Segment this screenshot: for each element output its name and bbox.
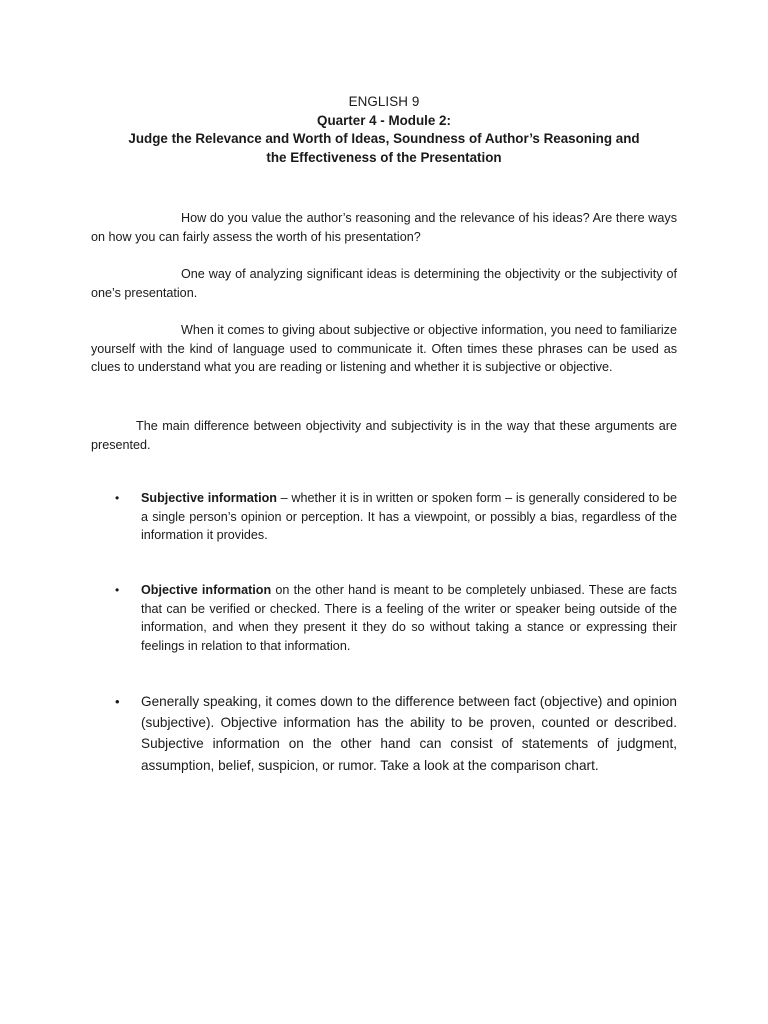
module-title: Quarter 4 - Module 2: xyxy=(317,112,451,128)
subject-title: ENGLISH 9 xyxy=(348,94,420,109)
topic-title-line-1: Judge the Relevance and Worth of Ideas, Soundness of Author’s Reasoning and xyxy=(128,131,640,146)
bullet-icon: • xyxy=(115,694,120,709)
list-item-general xyxy=(115,691,677,776)
paragraph-language-clues: When it comes to giving about subjective or objective information, you need to familiarize yourself with the kind of language used to communicate it. Often times these phrases can be used as clues to understand what you are reading or listening and whether it is subjective or objective. xyxy=(91,323,677,375)
list-item-objective xyxy=(115,581,677,655)
topic-title-line-2: the Effectiveness of the Presentation xyxy=(266,149,502,165)
document-header xyxy=(60,93,708,167)
list-item-text xyxy=(141,489,677,545)
list-item-text xyxy=(141,581,677,655)
definition-objective: on the other hand is meant to be completely unbiased. These are facts that can be verified or checked. There is a feeling of the writer or speaker being outside of the information, and when they present it they do so without taking a stance or expressing their feelings in relation to that information. xyxy=(141,583,677,653)
bullet-icon: • xyxy=(115,491,120,505)
paragraph-objectivity: One way of analyzing significant ideas is determining the objectivity or the subjectivity of one’s presentation. xyxy=(91,267,677,300)
term-objective: Objective information xyxy=(141,583,272,597)
bullet-icon: • xyxy=(115,583,120,597)
definition-subjective: – whether it is in written or spoken form – is generally considered to be a single person’s opinion or perception. It has a viewpoint, or possibly a bias, regardless of the information it provides. xyxy=(141,491,677,543)
term-subjective: Subjective information xyxy=(141,491,277,505)
paragraph-intro-question: How do you value the author’s reasoning and the relevance of his ideas? Are there ways on how you can fairly assess the worth of his presentation? xyxy=(91,211,677,244)
list-item-text xyxy=(141,691,677,776)
general-summary-text: Generally speaking, it comes down to the difference between fact (objective) and opinion (subjective). Objective information has the ability to be proven, counted or described. Subjective information on the other hand can consist of statements of judgment, assumption, belief, suspicion, or rumor. Take a look at the comparison chart. xyxy=(141,694,677,773)
paragraph-main-difference: The main difference between objectivity and subjectivity is in the way that these arguments are presented. xyxy=(91,419,677,452)
list-item-subjective xyxy=(115,489,677,545)
